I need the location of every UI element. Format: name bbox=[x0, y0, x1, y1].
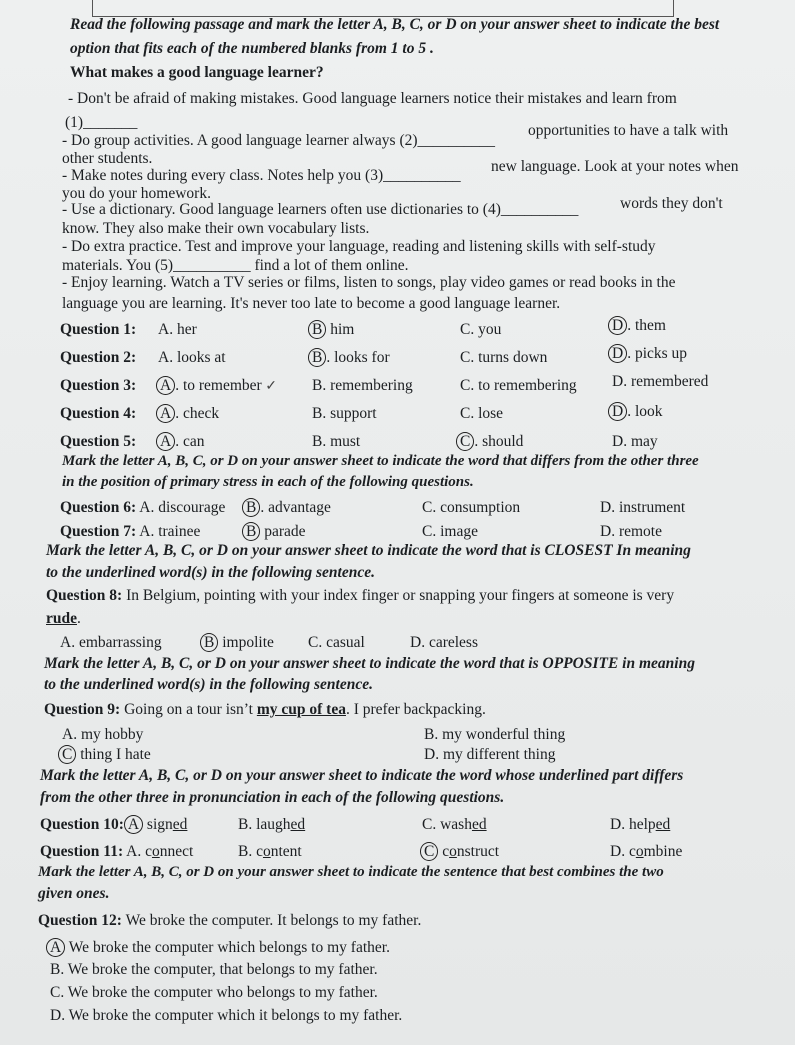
passage-line: - Don't be afraid of making mistakes. Good language learners notice their mistakes and learn from bbox=[68, 90, 677, 107]
answer-circle: A bbox=[156, 404, 175, 423]
option-b-selected: B . looks for bbox=[312, 349, 390, 367]
passage-line: other students. bbox=[62, 150, 153, 167]
answer-circle: A bbox=[124, 815, 143, 834]
option-b-selected: B parade bbox=[246, 523, 306, 541]
option-d: D. combine bbox=[610, 843, 683, 860]
option-b-selected: B . advantage bbox=[246, 499, 331, 517]
answer-circle: D bbox=[608, 316, 627, 335]
passage-line: - Make notes during every class. Notes help you (3)__________ bbox=[62, 167, 461, 184]
option-a: A. her bbox=[158, 321, 197, 338]
instruction-s2-line2: in the position of primary stress in each of the following questions. bbox=[62, 474, 474, 490]
answer-circle: D bbox=[608, 344, 627, 363]
instruction-s4-line2: to the underlined word(s) in the following sentence. bbox=[44, 676, 373, 693]
option-a-selected: A . can bbox=[160, 433, 204, 451]
option-c: C. image bbox=[422, 523, 478, 540]
option-b: B. We broke the computer, that belongs to my father. bbox=[50, 961, 378, 978]
instruction-s3-line2: to the underlined word(s) in the following sentence. bbox=[46, 564, 375, 581]
answer-circle: C bbox=[420, 842, 438, 861]
instruction-s1-line1: Read the following passage and mark the letter A, B, C, or D on your answer sheet to indicate the best bbox=[70, 16, 720, 33]
option-d: D. instrument bbox=[600, 499, 686, 516]
option-a: A. looks at bbox=[158, 349, 226, 366]
option-d: D. We broke the computer which it belongs to my father. bbox=[50, 1007, 403, 1024]
question-label: Question 1: bbox=[60, 321, 137, 338]
instruction-s1-line2: option that fits each of the numbered blanks from 1 to 5 . bbox=[70, 40, 434, 57]
passage-line: opportunities to have a talk with bbox=[528, 122, 729, 139]
passage-title: What makes a good language learner? bbox=[70, 64, 324, 81]
header-box bbox=[92, 0, 674, 17]
option-d: D. may bbox=[612, 433, 658, 450]
option-c: C. We broke the computer who belongs to my father. bbox=[50, 984, 378, 1001]
instruction-s6-line2: given ones. bbox=[38, 885, 110, 902]
passage-line: language you are learning. It's never too late to become a good language learner. bbox=[62, 295, 561, 312]
answer-circle: A bbox=[156, 376, 175, 395]
option-b: B. support bbox=[312, 405, 377, 422]
passage-line: (1)_______ bbox=[65, 114, 138, 131]
passage-line: - Do extra practice. Test and improve your language, reading and listening skills with self-study bbox=[62, 238, 656, 255]
question-8: Question 8: In Belgium, pointing with your index finger or snapping your fingers at someone is very bbox=[46, 587, 675, 604]
checkmark-icon: ✓ bbox=[261, 379, 277, 394]
passage-line: know. They also make their own vocabulary lists. bbox=[62, 220, 370, 237]
question-label: Question 3: bbox=[60, 377, 137, 394]
instruction-s5-line1: Mark the letter A, B, C, or D on your answer sheet to indicate the word whose underlined part differs bbox=[40, 767, 684, 784]
answer-circle: D bbox=[608, 402, 627, 421]
option-b: B. content bbox=[238, 843, 302, 860]
option-b: B. my wonderful thing bbox=[424, 726, 566, 743]
instruction-s5-line2: from the other three in pronunciation in each of the following questions. bbox=[40, 789, 505, 806]
option-c: C. consumption bbox=[422, 499, 521, 516]
instruction-s3-line1: Mark the letter A, B, C, or D on your answer sheet to indicate the word that is CLOSEST In meaning bbox=[46, 542, 691, 559]
option-a-selected: A We broke the computer which belongs to my father. bbox=[50, 939, 390, 957]
option-d-selected: D . look bbox=[612, 403, 663, 421]
question-label: Question 4: bbox=[60, 405, 137, 422]
answer-circle: B bbox=[308, 348, 326, 367]
passage-line: materials. You (5)__________ find a lot of them online. bbox=[62, 257, 409, 274]
option-a: A. my hobby bbox=[62, 726, 144, 743]
option-c: C. casual bbox=[308, 634, 365, 651]
passage-line: you do your homework. bbox=[62, 185, 211, 202]
question-8-word: rude. bbox=[46, 610, 81, 627]
question-label: Question 2: bbox=[60, 349, 137, 366]
answer-circle: A bbox=[46, 938, 65, 957]
option-c: C. washed bbox=[422, 816, 487, 833]
instruction-s6-line1: Mark the letter A, B, C, or D on your answer sheet to indicate the sentence that best combines the two bbox=[38, 864, 664, 880]
question-6: Question 6: A. discourage bbox=[60, 499, 226, 516]
option-b-selected: B him bbox=[312, 321, 354, 339]
option-a: A. embarrassing bbox=[60, 634, 162, 651]
passage-line: - Do group activities. A good language learner always (2)__________ bbox=[62, 132, 496, 149]
passage-line: words they don't bbox=[620, 195, 723, 212]
option-d: D. remote bbox=[600, 523, 662, 540]
option-d: D. my different thing bbox=[424, 746, 556, 763]
option-c-selected: C thing I hate bbox=[62, 746, 151, 764]
passage-line: - Enjoy learning. Watch a TV series or films, listen to songs, play video games or read books in the bbox=[62, 274, 676, 291]
question-label: Question 5: bbox=[60, 433, 137, 450]
option-c: C. lose bbox=[460, 405, 504, 422]
option-b: B. laughed bbox=[238, 816, 306, 833]
option-a-selected: A . to remember ✓ bbox=[160, 377, 277, 395]
question-11-label: Question 11: A. connect bbox=[40, 843, 194, 860]
option-b: B. remembering bbox=[312, 377, 413, 394]
option-c: C. turns down bbox=[460, 349, 548, 366]
option-b-selected: B impolite bbox=[204, 634, 274, 652]
option-d: D. careless bbox=[410, 634, 478, 651]
answer-circle: B bbox=[200, 633, 218, 652]
instruction-s2-line1: Mark the letter A, B, C, or D on your answer sheet to indicate the word that differs from the other three bbox=[62, 453, 699, 469]
passage-line: new language. Look at your notes when bbox=[491, 158, 739, 175]
option-c-selected: C . should bbox=[460, 433, 523, 451]
passage-line: - Use a dictionary. Good language learners often use dictionaries to (4)__________ bbox=[62, 201, 579, 218]
option-a-selected: A . check bbox=[160, 405, 219, 423]
answer-circle: B bbox=[242, 498, 260, 517]
option-c: C. you bbox=[460, 321, 502, 338]
answer-circle: A bbox=[156, 432, 175, 451]
option-d-selected: D . picks up bbox=[612, 345, 687, 363]
answer-circle: B bbox=[242, 522, 260, 541]
answer-circle: B bbox=[308, 320, 326, 339]
question-7: Question 7: A. trainee bbox=[60, 523, 201, 540]
option-c: C. to remembering bbox=[460, 377, 577, 394]
question-9: Question 9: Going on a tour isn’t my cup of tea. I prefer backpacking. bbox=[44, 701, 486, 718]
question-10-label: Question 10: A signed bbox=[40, 816, 188, 833]
option-d: D. remembered bbox=[612, 373, 709, 390]
instruction-s4-line1: Mark the letter A, B, C, or D on your answer sheet to indicate the word that is OPPOSITE in meaning bbox=[44, 655, 695, 672]
option-b: B. must bbox=[312, 433, 361, 450]
answer-circle: C bbox=[58, 745, 76, 764]
answer-circle: C bbox=[456, 432, 474, 451]
option-d-selected: D . them bbox=[612, 317, 666, 335]
question-12: Question 12: We broke the computer. It belongs to my father. bbox=[38, 912, 422, 929]
option-d: D. helped bbox=[610, 816, 671, 833]
option-c-selected: C construct bbox=[424, 843, 499, 861]
